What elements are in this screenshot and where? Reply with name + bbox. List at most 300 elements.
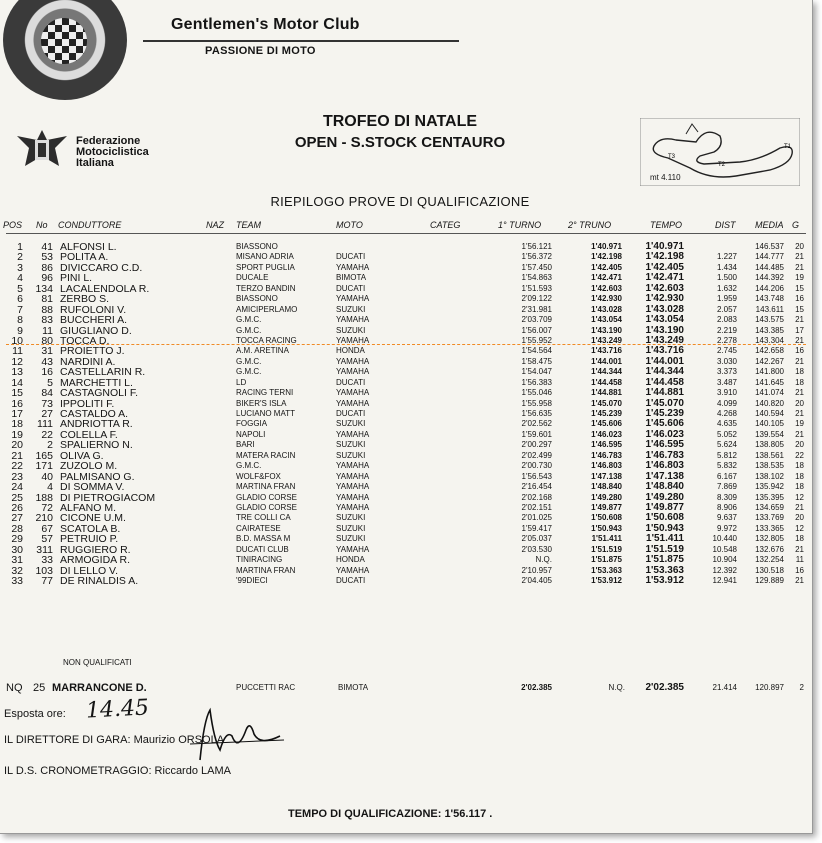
row-driver: BUCCHERI A. [60, 314, 128, 327]
row-turn1: 1'54.564 [521, 346, 552, 356]
row-tempo: 1'44.344 [645, 366, 684, 378]
row-turn1: 2'10.957 [521, 565, 552, 575]
row-media: 140.594 [755, 409, 784, 418]
row-position: 20 [11, 439, 23, 452]
row-driver: SCATOLA B. [60, 522, 121, 535]
row-number: 41 [41, 241, 53, 253]
row-turn1: 1'56.007 [521, 325, 552, 335]
row-team: LUCIANO MATT [236, 409, 295, 418]
row-dist: 5.052 [716, 429, 737, 439]
row-turn2: 1'44.881 [591, 388, 622, 398]
row-moto: YAMAHA [336, 262, 370, 272]
row-number: 171 [35, 460, 53, 473]
row-moto: SUZUKI [336, 419, 366, 429]
row-tempo: 1'42.471 [645, 272, 684, 284]
row-driver: RUGGIERO R. [60, 543, 131, 556]
row-tempo: 1'44.881 [645, 387, 684, 399]
row-media: 139.554 [755, 429, 784, 439]
row-laps: 21 [795, 252, 804, 262]
row-team: MARTINA FRAN [236, 482, 296, 492]
row-turn2: 1'49.280 [591, 492, 622, 502]
row-laps: 21 [795, 576, 804, 585]
table-row [0, 493, 812, 503]
row-turn1: 1'59.417 [521, 523, 552, 533]
row-number: 11 [42, 324, 53, 337]
row-position: 32 [11, 564, 23, 577]
posted-time-handwritten: 14.45 [85, 695, 150, 724]
row-media: 142.658 [755, 346, 784, 356]
row-position: 17 [11, 408, 23, 420]
row-turn1: 1'55.958 [521, 398, 552, 408]
row-media: 144.485 [755, 262, 784, 272]
event-title: TROFEO DI NATALE [322, 113, 478, 130]
row-driver: CASTELLARIN R. [60, 366, 146, 379]
row-turn2: 1'43.249 [591, 335, 622, 345]
row-turn1: 2'03.530 [521, 544, 552, 554]
row-moto: SUZUKI [336, 440, 366, 450]
row-dist: 2.278 [716, 335, 737, 345]
row-team: DUCALE [236, 273, 269, 283]
row-laps: 21 [795, 409, 804, 418]
row-media: 133.365 [755, 523, 784, 533]
row-dist: 2.219 [716, 325, 737, 335]
posted-time-label: Esposta ore: [4, 708, 66, 720]
row-driver: SPALIERNO N. [60, 439, 133, 452]
row-position: 10 [11, 334, 23, 347]
row-laps: 18 [795, 461, 804, 471]
row-turn1: 1'55.952 [521, 335, 552, 345]
row-tempo: 1'48.840 [645, 481, 684, 493]
club-logo [3, 0, 127, 100]
row-moto: YAMAHA [336, 461, 370, 471]
table-row [0, 315, 812, 325]
row-driver: COLELLA F. [60, 428, 118, 441]
row-media: 141.800 [755, 367, 784, 377]
row-tempo: 1'43.028 [645, 303, 684, 315]
row-turn2: 1'44.344 [591, 367, 622, 377]
row-dist: 3.487 [716, 377, 737, 387]
header-pos: POS [3, 220, 23, 230]
row-number: 22 [41, 428, 53, 441]
row-team: GLADIO CORSE [236, 502, 297, 512]
row-driver: MARCHETTI L. [60, 376, 133, 389]
row-position: 33 [11, 575, 23, 587]
qualification-time: TEMPO DI QUALIFICAZIONE: 1'56.117 . [288, 808, 493, 820]
row-position: 25 [11, 491, 23, 504]
row-tempo: 1'51.411 [646, 533, 684, 545]
track-length: mt 4.110 [650, 173, 681, 182]
row-laps: 16 [795, 294, 804, 304]
svg-text:T3: T3 [668, 154, 676, 160]
row-turn1: 2'05.037 [521, 534, 552, 544]
row-turn2: 1'48.840 [591, 482, 622, 492]
row-position: 12 [11, 355, 23, 368]
row-moto: YAMAHA [336, 398, 370, 408]
row-laps: 18 [795, 534, 804, 544]
row-position: 29 [11, 533, 23, 546]
row-laps: 21 [795, 388, 804, 398]
row-number: 72 [41, 501, 53, 514]
row-laps: 21 [795, 544, 804, 554]
header-divider [143, 40, 459, 42]
row-position: 18 [11, 418, 23, 431]
row-turn2: 1'46.783 [591, 450, 622, 460]
header-dist: DIST [715, 220, 736, 230]
row-media: 138.535 [755, 461, 784, 471]
row-driver: ZERBO S. [60, 293, 110, 306]
row-position: 24 [11, 481, 23, 494]
row-laps: 18 [795, 482, 804, 492]
row-tempo: 1'42.198 [645, 251, 684, 263]
row-media: 141.645 [755, 377, 784, 387]
row-moto: YAMAHA [336, 335, 370, 345]
row-position: 30 [11, 543, 23, 556]
row-driver: DI PIETROGIACOM [60, 491, 156, 504]
row-dist: 3.373 [716, 367, 737, 377]
row-turn1: N.Q. [535, 555, 552, 565]
row-number: 67 [41, 522, 53, 535]
row-turn1: 2'31.981 [521, 304, 552, 314]
row-position: 15 [11, 387, 23, 400]
row-dist: 2.057 [716, 304, 737, 314]
row-number: 73 [41, 397, 53, 410]
row-driver: CICONE U.M. [60, 512, 126, 525]
row-turn2: 1'42.603 [591, 283, 622, 293]
row-driver: OLIVA G. [60, 449, 104, 462]
row-position: 8 [17, 314, 23, 327]
row-tempo: 1'46.783 [645, 449, 684, 461]
row-number: 57 [41, 533, 53, 546]
table-row [0, 346, 812, 356]
row-team: BIASSONO [236, 242, 278, 251]
row-position: 19 [11, 428, 23, 441]
row-team: GLADIO CORSE [236, 492, 297, 502]
row-moto: SUZUKI [336, 304, 366, 314]
row-tempo: 1'44.001 [645, 355, 684, 367]
row-number: 86 [41, 261, 53, 274]
row-media: 144.392 [755, 273, 784, 283]
row-team: NAPOLI [236, 429, 266, 439]
row-dist: 1.434 [716, 262, 737, 272]
table-row [0, 419, 812, 429]
row-moto: YAMAHA [336, 544, 370, 554]
club-name: Gentlemen's Motor Club [171, 16, 360, 33]
row-tempo: 1'50.943 [645, 522, 684, 534]
row-position: 4 [17, 272, 23, 285]
row-turn2: 1'51.875 [591, 555, 622, 565]
row-position: 21 [11, 449, 23, 462]
row-tempo: 1'51.519 [645, 543, 684, 555]
row-turn1: 1'57.450 [521, 262, 552, 272]
row-team: TRE COLLI CA [236, 513, 291, 523]
row-driver: PROIETTO J. [60, 345, 125, 358]
non-qualified-label: NON QUALIFICATI [63, 658, 132, 667]
row-turn2: 1'46.803 [591, 461, 622, 471]
row-tempo: 1'43.249 [645, 334, 684, 346]
table-row [0, 440, 812, 450]
row-driver: CASTALDO A. [60, 408, 129, 420]
row-position: 31 [11, 554, 23, 567]
row-media: 140.105 [755, 419, 784, 429]
row-laps: 17 [795, 325, 804, 335]
federation-name: Federazione Motociclistica Italiana [76, 135, 149, 169]
row-moto: DUCATI [336, 409, 366, 418]
row-moto: HONDA [336, 555, 365, 565]
header-turn1: 1° TURNO [498, 220, 542, 230]
row-media: 143.748 [755, 294, 784, 304]
row-turn2: 1'51.411 [591, 534, 622, 544]
row-position: 6 [17, 293, 23, 306]
row-turn1: 1'58.475 [521, 356, 552, 366]
row-turn2: 1'44.001 [591, 356, 622, 366]
row-position: 3 [17, 261, 23, 274]
row-turn2: 1'50.943 [591, 523, 622, 533]
fmi-logo-icon [15, 126, 69, 172]
row-number: 4 [47, 481, 53, 494]
row-number: 33 [41, 554, 53, 567]
row-moto: SUZUKI [336, 513, 366, 523]
row-team: G.M.C. [236, 461, 262, 471]
row-driver: TOCCA D. [60, 334, 110, 347]
row-dist: 8.309 [716, 492, 737, 502]
row-media: 144.206 [755, 283, 784, 293]
row-laps: 21 [795, 262, 804, 272]
row-dist: 10.904 [712, 555, 737, 565]
row-media: 143.575 [755, 315, 784, 325]
row-team: BIASSONO [236, 294, 278, 304]
row-position: 7 [17, 303, 23, 316]
row-laps: 21 [795, 315, 804, 325]
row-team: BARI [236, 440, 255, 450]
row-media: 132.805 [755, 534, 784, 544]
report-title: RIEPILOGO PROVE DI QUALIFICAZIONE [270, 194, 530, 209]
row-number: 165 [35, 449, 53, 462]
row-tempo: 1'43.190 [645, 324, 684, 336]
row-tempo: 1'51.875 [645, 554, 684, 566]
row-laps: 21 [795, 356, 804, 366]
row-team: MATERA RACIN [236, 450, 296, 460]
row-media: 140.820 [755, 398, 784, 408]
row-tempo: 1'50.608 [645, 512, 684, 524]
row-dist: 4.635 [716, 419, 737, 429]
row-team: G.M.C. [236, 367, 262, 377]
row-position: 16 [11, 397, 23, 410]
row-driver: ALFONSI L. [60, 241, 117, 253]
row-driver: IPPOLITI F. [60, 397, 115, 410]
row-tempo: 1'45.070 [645, 397, 684, 409]
header-naz: NAZ [206, 220, 224, 230]
row-position: 26 [11, 501, 23, 514]
row-driver: ARMOGIDA R. [60, 554, 131, 567]
row-team: BIKER'S ISLA [236, 398, 287, 408]
row-laps: 12 [795, 492, 804, 502]
row-driver: PETRUIO P. [60, 533, 119, 546]
table-row [0, 524, 812, 534]
row-turn2: 1'43.028 [591, 304, 622, 314]
row-driver: DE RINALDIS A. [60, 575, 139, 587]
row-turn1: 1'54.047 [521, 367, 552, 377]
row-laps: 16 [795, 565, 804, 575]
row-dist: 5.812 [716, 450, 737, 460]
row-media: 138.805 [755, 440, 784, 450]
row-moto: BIMOTA [336, 273, 367, 283]
row-position: 13 [11, 366, 23, 379]
table-row [0, 513, 812, 523]
row-number: 210 [35, 512, 53, 525]
row-media: 141.074 [755, 388, 784, 398]
row-number: 311 [36, 543, 53, 556]
row-laps: 21 [795, 335, 804, 345]
row-turn1: 2'04.405 [521, 576, 552, 585]
row-media: 142.267 [755, 356, 784, 366]
row-turn2: 1'43.054 [591, 315, 622, 325]
svg-text:T1: T1 [784, 144, 792, 150]
row-tempo: 1'43.716 [645, 345, 684, 357]
row-moto: YAMAHA [336, 502, 370, 512]
row-position: 9 [17, 324, 23, 337]
row-moto: SUZUKI [336, 534, 366, 544]
row-turn2: 1'46.595 [591, 440, 622, 450]
row-turn2: 1'46.023 [591, 429, 622, 439]
row-turn2: 1'42.405 [591, 262, 622, 272]
row-laps: 20 [795, 440, 804, 450]
row-number: 83 [41, 314, 53, 327]
row-moto: YAMAHA [336, 356, 370, 366]
row-media: 130.518 [755, 565, 784, 575]
row-driver: POLITA A. [60, 251, 109, 264]
row-team: TINIRACING [236, 555, 283, 565]
row-dist: 3.030 [716, 356, 737, 366]
row-dist: 10.548 [712, 544, 737, 554]
row-media: 146.537 [755, 242, 784, 251]
row-moto: DUCATI [336, 283, 366, 293]
row-tempo: 1'43.054 [645, 314, 684, 326]
row-dist: 9.972 [716, 523, 737, 533]
row-tempo: 1'49.877 [645, 501, 684, 513]
row-number: 40 [41, 470, 53, 483]
row-turn2: 1'50.608 [591, 513, 622, 523]
row-turn1: 2'00.730 [521, 461, 552, 471]
row-tempo: 1'42.405 [645, 261, 684, 273]
row-position: 2 [17, 251, 23, 264]
header-moto: MOTO [336, 220, 363, 230]
row-turn2: 1'42.930 [591, 294, 622, 304]
row-turn2: 1'40.971 [591, 242, 622, 251]
row-number: 53 [41, 251, 53, 264]
non-qualified-row: NQ 25 MARRANCONE D. PUCCETTI RAC BIMOTA 2'02.385 N.Q. 2'02.385 21.414 120.897 2 [6, 682, 804, 694]
table-row [0, 242, 812, 252]
row-turn1: 2'02.562 [521, 419, 552, 429]
race-director: IL DIRETTORE DI GARA: Maurizio ORSOLA [4, 734, 225, 746]
row-dist: 7.869 [716, 482, 737, 492]
header-team: TEAM [236, 220, 262, 230]
row-laps: 20 [795, 242, 804, 251]
row-moto: YAMAHA [336, 482, 370, 492]
row-laps: 20 [795, 513, 804, 523]
row-position: 28 [11, 522, 23, 535]
row-tempo: 1'53.363 [645, 564, 684, 576]
table-row [0, 482, 812, 492]
row-number: 77 [41, 575, 53, 587]
row-turn1: 2'02.499 [521, 450, 552, 460]
row-moto: YAMAHA [336, 294, 370, 304]
row-number: 88 [41, 303, 53, 316]
row-team: G.M.C. [236, 325, 262, 335]
row-driver: NARDINI A. [60, 355, 116, 368]
row-team: '99DIECI [236, 576, 268, 585]
row-number: 96 [41, 272, 53, 285]
row-media: 144.777 [755, 252, 784, 262]
row-laps: 21 [795, 502, 804, 512]
table-row [0, 555, 812, 565]
row-media: 135.395 [755, 492, 784, 502]
row-turn1: 1'56.543 [521, 471, 552, 481]
row-turn2: 1'49.877 [591, 502, 622, 512]
row-driver: CASTAGNOLI F. [60, 387, 138, 400]
row-turn2: 1'53.363 [591, 565, 622, 575]
row-moto: YAMAHA [336, 471, 370, 481]
row-moto: YAMAHA [336, 565, 370, 575]
row-laps: 15 [795, 304, 804, 314]
row-number: 111 [37, 418, 53, 431]
row-team: FOGGIA [236, 419, 268, 429]
row-position: 5 [17, 282, 23, 295]
row-tempo: 1'44.458 [645, 376, 684, 388]
row-dist: 1.227 [716, 252, 737, 262]
row-tempo: 1'46.803 [645, 460, 684, 472]
row-moto: SUZUKI [336, 325, 366, 335]
svg-text:T2: T2 [718, 162, 726, 168]
row-dist: 4.099 [716, 398, 737, 408]
row-driver: PINI L. [60, 272, 93, 285]
header-turn2: 2° TRUNO [568, 220, 612, 230]
header-media: MEDIA [755, 220, 784, 230]
row-moto: YAMAHA [336, 429, 370, 439]
row-number: 31 [41, 345, 53, 358]
row-media: 143.611 [755, 304, 784, 314]
row-tempo: 1'45.606 [645, 418, 684, 430]
row-dist: 6.167 [716, 471, 737, 481]
row-media: 138.102 [755, 471, 784, 481]
row-dist: 1.959 [716, 294, 737, 304]
row-number: 16 [41, 366, 53, 379]
row-position: 1 [17, 241, 23, 253]
row-turn1: 1'56.121 [521, 242, 552, 251]
row-turn1: 2'09.122 [521, 294, 552, 304]
timekeeping-director: IL D.S. CRONOMETRAGGIO: Riccardo LAMA [4, 765, 231, 777]
row-laps: 11 [795, 555, 804, 565]
header-driver: CONDUTTORE [58, 220, 122, 230]
row-laps: 16 [795, 346, 804, 356]
row-tempo: 1'53.912 [645, 575, 684, 586]
row-moto: SUZUKI [336, 523, 366, 533]
row-driver: DIVICCARO C.D. [60, 261, 143, 274]
row-team: G.M.C. [236, 315, 262, 325]
row-team: MISANO ADRIA [236, 252, 294, 262]
row-driver: DI SOMMA V. [60, 481, 125, 494]
row-media: 133.769 [755, 513, 784, 523]
row-media: 143.304 [755, 335, 784, 345]
row-tempo: 1'46.023 [645, 428, 684, 440]
row-turn1: 1'59.601 [521, 429, 552, 439]
cut-line [6, 344, 806, 345]
row-dist: 1.500 [716, 273, 737, 283]
row-media: 129.889 [755, 576, 784, 585]
table-row [0, 326, 812, 336]
row-number: 188 [35, 491, 53, 504]
row-turn2: 1'43.190 [591, 325, 622, 335]
row-turn2: 1'44.458 [591, 377, 622, 387]
